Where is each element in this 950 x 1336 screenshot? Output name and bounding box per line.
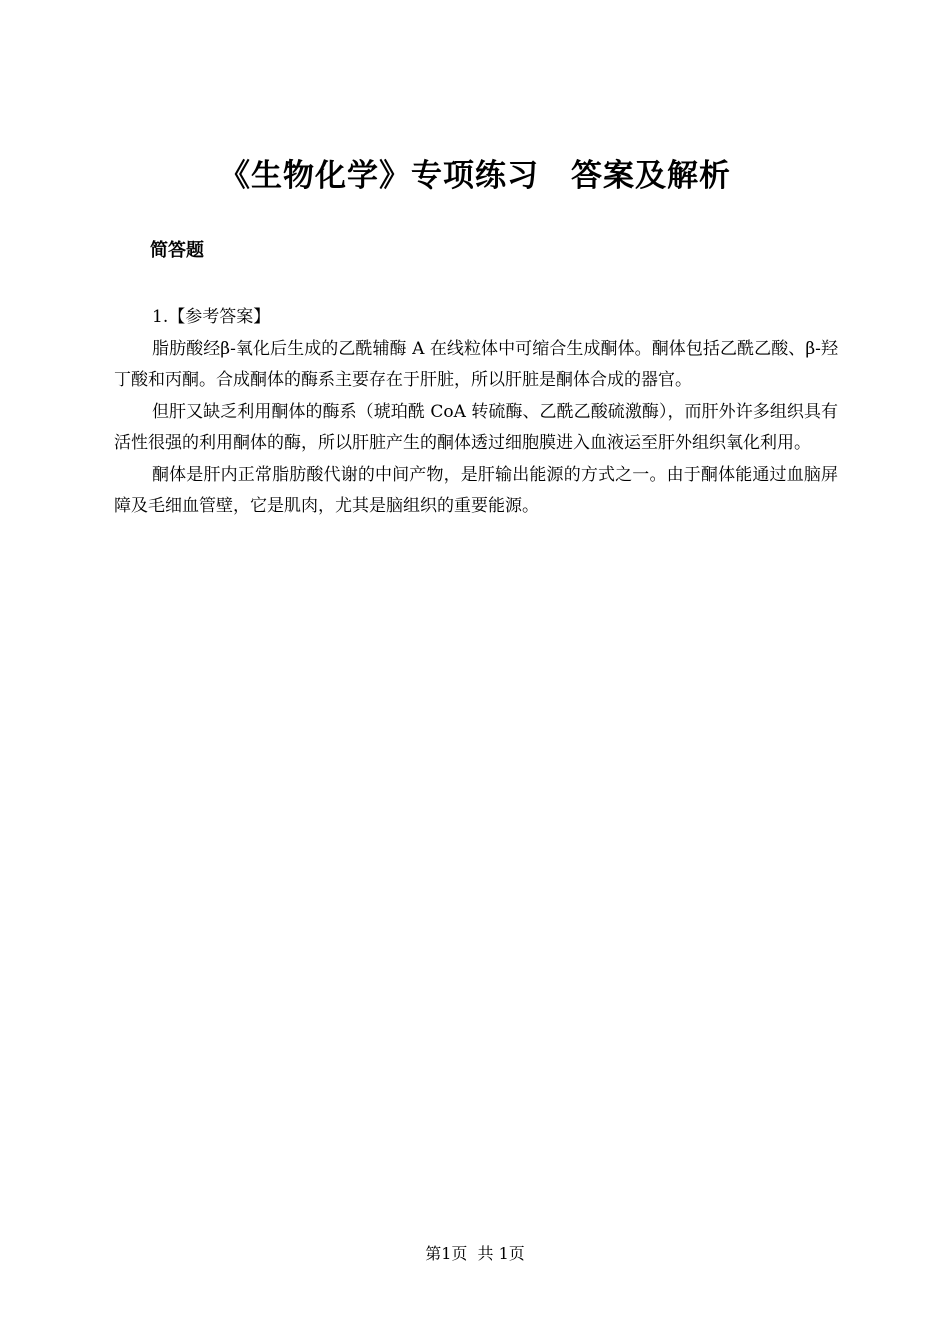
answer-paragraph-2: 但肝又缺乏利用酮体的酶系（琥珀酰 CoA 转硫酶、乙酰乙酸硫激酶），而肝外许多组织具有活性很强的利用酮体的酶，所以肝脏产生的酮体透过细胞膜进入血液运至肝外组织氧化利用。 (114, 401, 838, 453)
page-number-footer: 第1页 共 1页 (425, 1244, 525, 1263)
document-title: 《生物化学》专项练习 答案及解析 (219, 158, 731, 194)
section-heading: 简答题 (150, 240, 204, 261)
answer-paragraph-3: 酮体是肝内正常脂肪酸代谢的中间产物，是肝输出能源的方式之一。由于酮体能通过血脑屏障及毛细血管壁，它是肌肉，尤其是脑组织的重要能源。 (114, 464, 838, 516)
answer-block (114, 302, 838, 523)
answer-label: 1.【参考答案】 (152, 307, 271, 327)
answer-paragraph-1: 脂肪酸经β-氧化后生成的乙酰辅酶 A 在线粒体中可缩合生成酮体。酮体包括乙酰乙酸、β-羟丁酸和丙酮。合成酮体的酶系主要存在于肝脏，所以肝脏是酮体合成的器官。 (114, 338, 838, 390)
